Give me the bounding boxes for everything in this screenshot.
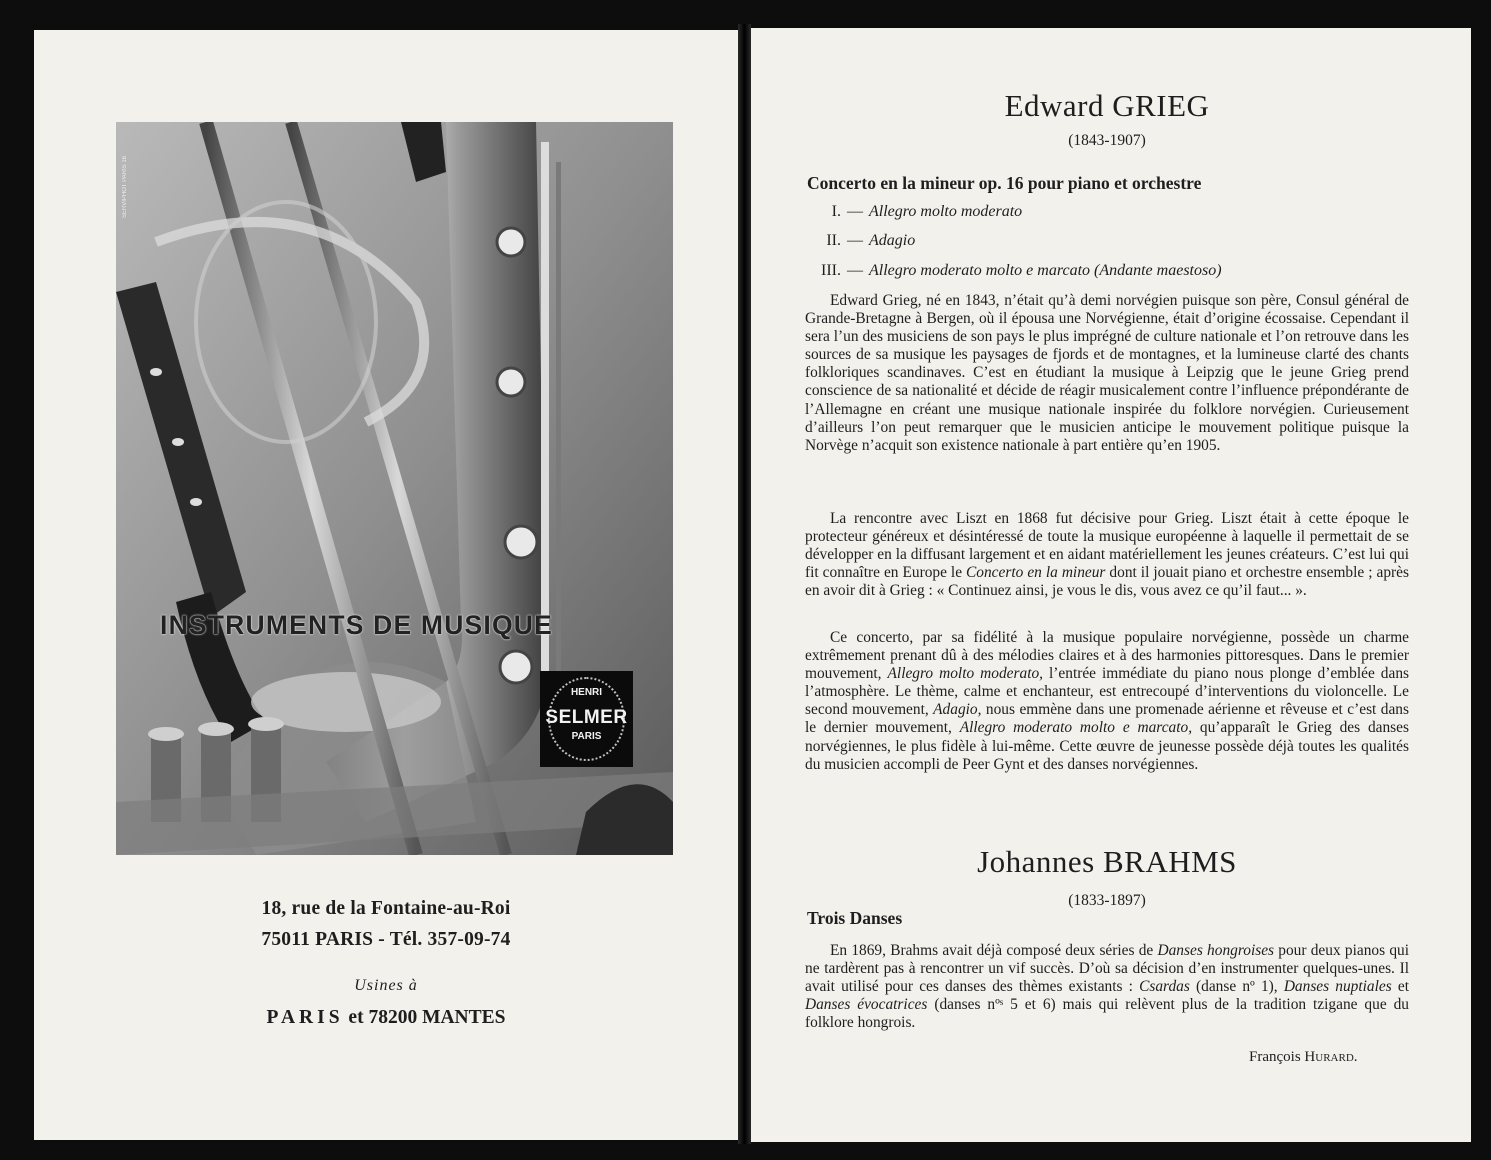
address-city-phone: 75011 PARIS - Tél. 357-09-74 — [261, 929, 511, 950]
text-run: Ce concerto, par sa fidélité à la musique populaire norvégienne, possède un charme extrêmement prenant dû à des mélodies claires et à des harmonies pittoresques. Dans le premier mouvement, — [805, 629, 1409, 683]
grieg-paragraph-2 — [805, 510, 1409, 600]
saxophone-advertisement-photo — [116, 122, 673, 855]
text-run: La rencontre avec Liszt en 1868 fut décisive pour Grieg. Liszt était à cette époque le protecteur généreux et désintéressé de toute la musique européenne à laquelle il permettait de se développer en la diffusant largement et en aidant matériellement les jeunes créateurs. C’est lui qui fit connaître en Europe le — [805, 510, 1409, 582]
logo-paris: PARIS — [571, 731, 602, 742]
text-run: En 1869, Brahms avait déjà composé deux séries de — [830, 942, 1158, 959]
book-spine — [738, 24, 751, 1144]
text-run: pour deux pianos qui ne tardèrent pas à rencontrer un vif succès. D’où sa décision d’en instrumenter quelques-unes. Il avait utilisé pour ces danses des thèmes existants : — [805, 942, 1409, 996]
brahms-dates: (1833-1897) — [1068, 892, 1146, 909]
text-run: (danse nº 1), — [1189, 978, 1284, 996]
text-run: qu’apparaît le Grieg des danses norvégiennes, le plus fidèle à lui-même. Cette œuvre de jeunesse possède déjà toutes les qualités du musicien accompli de Peer Gynt et des danses norvégiennes. — [805, 719, 1409, 773]
italic-run: Danses hongroises — [1157, 942, 1275, 959]
grieg-heading: Edward GRIEG — [1004, 88, 1210, 123]
movement-number: II. — [826, 232, 841, 249]
movement-title: Allegro molto moderato — [869, 203, 1023, 220]
movement-title: Adagio — [869, 232, 916, 249]
factories-paris: PARIS — [266, 1007, 344, 1028]
signature-first-name: François — [1249, 1049, 1301, 1065]
movement-3: III. — Allegro moderato molto e marcato (Andante maestoso) — [789, 262, 1222, 280]
logo-selmer: SELMER — [545, 707, 628, 728]
italic-run: Danses nuptiales — [1283, 978, 1392, 996]
italic-run: Concerto en la mineur — [966, 564, 1106, 582]
movement-1: I. — Allegro molto moderato — [789, 203, 1022, 221]
grieg-dates: (1843-1907) — [1068, 132, 1146, 149]
text-run: (danses nºˢ 5 et 6) mais qui relèvent plus de la tradition tzigane que du folklore hongrois. — [805, 996, 1409, 1032]
factories-label: Usines à — [354, 977, 418, 994]
movement-number: I. — [831, 203, 841, 220]
left-page — [34, 30, 738, 1140]
text-run: et — [1391, 978, 1409, 996]
logo-henri: HENRI — [570, 687, 603, 698]
factories-locations — [34, 1007, 738, 1029]
signature-last-name: Hurard. — [1304, 1049, 1358, 1065]
advertisement-title: INSTRUMENTS DE MUSIQUE — [160, 610, 554, 640]
brahms-work-title: Trois Danses — [807, 908, 903, 928]
right-page — [751, 28, 1471, 1142]
grieg-work-title: Concerto en la mineur op. 16 pour piano et orchestre — [807, 173, 1202, 193]
italic-run: Allegro moderato molto e marcato, — [959, 719, 1193, 737]
movement-title: Allegro moderato molto e marcato (Andante maestoso) — [869, 262, 1222, 279]
text-run: l’entrée immédiate du piano nous plonge d’emblée dans l’atmosphère. Le thème, calme et enchanteur, est entrecoupé d’interventions du violoncelle. Le second mouvement, — [805, 665, 1410, 719]
brahms-paragraph — [805, 942, 1409, 1032]
grieg-paragraph-3 — [805, 629, 1409, 774]
text-run: nous emmène dans une promenade aérienne et rêveuse et c’est dans le dernier mouvement, — [805, 701, 1409, 737]
selmer-logo — [540, 671, 633, 767]
italic-run: Danses évocatrices — [805, 996, 928, 1014]
italic-run: Allegro molto moderato, — [887, 665, 1044, 683]
grieg-paragraph-1: Edward Grieg, né en 1843, n’était qu’à demi norvégien puisque son père, Consul général de Grande-Bretagne à Bergen, où il épousa une Norvégienne, était d’origine écossaise. Cependant il sera l’un des musiciens de son pays le plus imprégné de culture nationale et l’on retrouve dans les sources de sa musique les paysages de fjords et de montagnes, et la lumineuse clarté des chants folkloriques scandinaves. C’est en étudiant la musique à Leipzig que le jeune Grieg prend conscience de sa nationalité et décide de réagir musicalement contre l’influence prépondérante de l’Allemagne en créant une musique nationale inspirée du folklore norvégien. Curieusement d’ailleurs l’on peut remarquer que le musicien anticipe le mouvement politique puisque la Norvège n’acquit son existence nationale à part entière qu’en 1905. — [805, 292, 1409, 454]
factories-mantes: et 78200 MANTES — [348, 1007, 506, 1028]
movement-number: III. — [821, 262, 841, 279]
italic-run: Csardas — [1139, 978, 1190, 996]
author-signature — [1249, 1049, 1358, 1066]
text-run: dont il jouait piano et orchestre ensemble ; après en avoir dit à Grieg : « Continuez ainsi, je vous le dis, vous avez ce qu’il faut... ». — [805, 564, 1409, 600]
brahms-heading: Johannes BRAHMS — [977, 844, 1237, 879]
italic-run: Adagio, — [933, 701, 982, 719]
address-street: 18, rue de la Fontaine-au-Roi — [261, 898, 511, 919]
photo-credit: SERVIPHOT PARIS 16 — [122, 155, 128, 218]
movement-2: II. — Adagio — [789, 232, 915, 250]
